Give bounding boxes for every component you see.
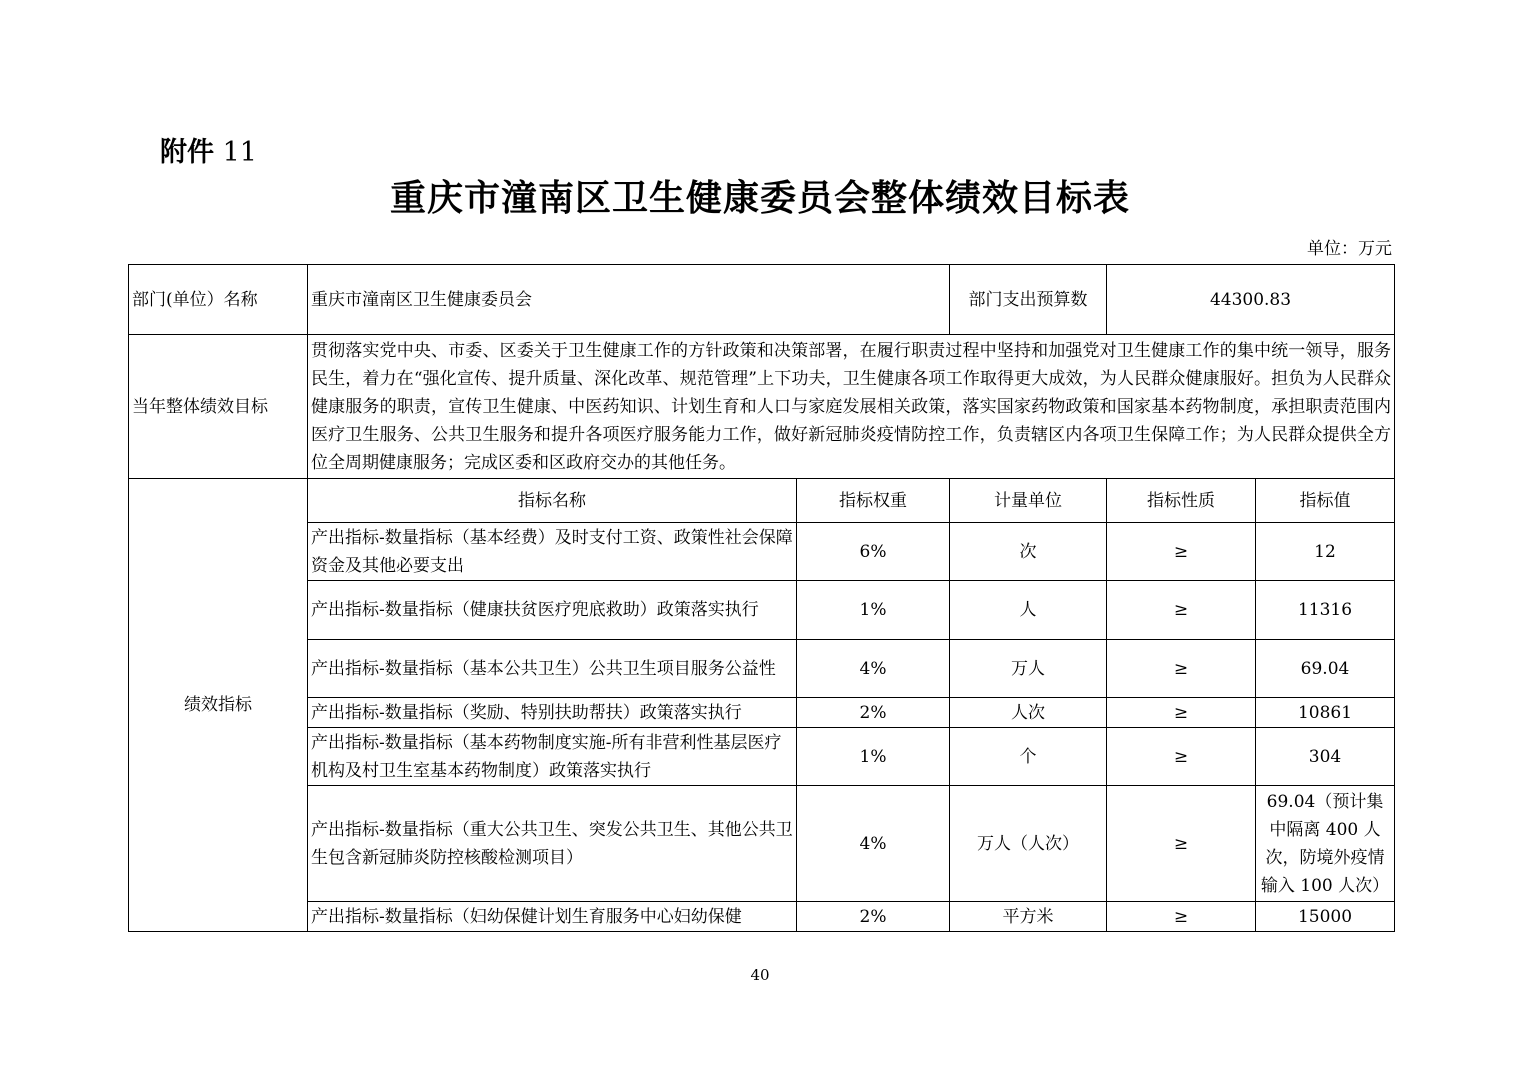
col-header-value: 指标值 (1256, 479, 1395, 523)
budget-label-cell: 部门支出预算数 (950, 265, 1107, 335)
unit-label: 单位：万元 (1307, 239, 1392, 259)
attachment-label (160, 130, 257, 169)
indicator-value: 11316 (1256, 581, 1395, 640)
indicator-value: 69.04 (1256, 640, 1395, 698)
indicator-weight: 1% (797, 728, 950, 786)
performance-table (128, 264, 1395, 932)
indicator-unit: 万人 (950, 640, 1107, 698)
indicator-header-row (129, 479, 1395, 523)
page-number: 40 (750, 966, 770, 984)
indicator-nature: ≥ (1107, 523, 1256, 581)
table-row (129, 902, 1395, 932)
indicator-unit: 平方米 (950, 902, 1107, 932)
indicator-weight: 6% (797, 523, 950, 581)
indicator-nature: ≥ (1107, 698, 1256, 728)
table-row (129, 698, 1395, 728)
indicator-unit: 次 (950, 523, 1107, 581)
page-title: 重庆市潼南区卫生健康委员会整体绩效目标表 (389, 177, 1130, 219)
indicator-weight: 2% (797, 698, 950, 728)
indicator-name: 产出指标-数量指标（妇幼保健计划生育服务中心妇幼保健 (308, 902, 797, 932)
indicator-unit: 万人（人次） (950, 786, 1107, 902)
col-header-weight: 指标权重 (797, 479, 950, 523)
col-header-unit: 计量单位 (950, 479, 1107, 523)
indicator-nature: ≥ (1107, 902, 1256, 932)
table-row (129, 640, 1395, 698)
table-row (129, 728, 1395, 786)
indicator-value: 304 (1256, 728, 1395, 786)
indicator-value: 15000 (1256, 902, 1395, 932)
indicator-weight: 4% (797, 786, 950, 902)
indicator-value: 10861 (1256, 698, 1395, 728)
dept-label-cell: 部门(单位）名称 (129, 265, 308, 335)
indicator-section-label: 绩效指标 (129, 479, 308, 932)
goal-row (129, 335, 1395, 479)
indicator-name: 产出指标-数量指标（奖励、特别扶助帮扶）政策落实执行 (308, 698, 797, 728)
indicator-weight: 4% (797, 640, 950, 698)
indicator-weight: 2% (797, 902, 950, 932)
indicator-nature: ≥ (1107, 640, 1256, 698)
dept-row (129, 265, 1395, 335)
indicator-unit: 人 (950, 581, 1107, 640)
col-header-nature: 指标性质 (1107, 479, 1256, 523)
col-header-name: 指标名称 (308, 479, 797, 523)
indicator-unit: 人次 (950, 698, 1107, 728)
indicator-nature: ≥ (1107, 581, 1256, 640)
indicator-value: 69.04（预计集中隔离 400 人次，防境外疫情输入 100 人次） (1256, 786, 1395, 902)
attachment-number: 11 (222, 137, 257, 168)
indicator-name: 产出指标-数量指标（重大公共卫生、突发公共卫生、其他公共卫生包含新冠肺炎防控核酸检测项目） (308, 786, 797, 902)
indicator-name: 产出指标-数量指标（基本药物制度实施-所有非营利性基层医疗机构及村卫生室基本药物制度）政策落实执行 (308, 728, 797, 786)
table-row (129, 786, 1395, 902)
indicator-weight: 1% (797, 581, 950, 640)
table-row (129, 581, 1395, 640)
indicator-name: 产出指标-数量指标（基本经费）及时支付工资、政策性社会保障资金及其他必要支出 (308, 523, 797, 581)
goal-text-cell: 贯彻落实党中央、市委、区委关于卫生健康工作的方针政策和决策部署，在履行职责过程中坚持和加强党对卫生健康工作的集中统一领导，服务民生，着力在“强化宣传、提升质量、深化改革、规范管理”上下功夫，卫生健康各项工作取得更大成效，为人民群众健康服好。担负为人民群众健康服务的职责，宣传卫生健康、中医药知识、计划生育和人口与家庭发展相关政策，落实国家药物政策和国家基本药物制度，承担职责范围内医疗卫生服务、公共卫生服务和提升各项医疗服务能力工作，做好新冠肺炎疫情防控工作，负责辖区内各项卫生保障工作；为人民群众提供全方位全周期健康服务；完成区委和区政府交办的其他任务。 (308, 335, 1395, 479)
indicator-name: 产出指标-数量指标（健康扶贫医疗兜底救助）政策落实执行 (308, 581, 797, 640)
attachment-prefix: 附件 (160, 137, 214, 168)
goal-label-cell: 当年整体绩效目标 (129, 335, 308, 479)
indicator-value: 12 (1256, 523, 1395, 581)
dept-name-cell: 重庆市潼南区卫生健康委员会 (308, 265, 950, 335)
indicator-nature: ≥ (1107, 786, 1256, 902)
budget-value-cell: 44300.83 (1107, 265, 1395, 335)
indicator-name: 产出指标-数量指标（基本公共卫生）公共卫生项目服务公益性 (308, 640, 797, 698)
indicator-nature: ≥ (1107, 728, 1256, 786)
indicator-unit: 个 (950, 728, 1107, 786)
table-row (129, 523, 1395, 581)
